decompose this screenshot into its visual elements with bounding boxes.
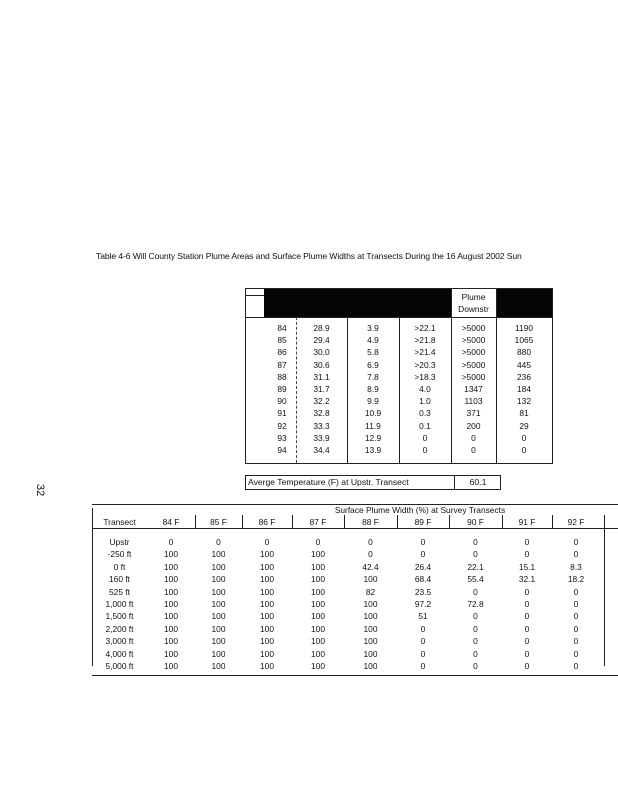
table-cell: 32.2 bbox=[313, 396, 330, 407]
table-cell: 0 bbox=[524, 623, 530, 634]
table-cell: 87 bbox=[277, 359, 287, 370]
table-bottom-rule bbox=[92, 675, 618, 676]
column-header: 90 F bbox=[467, 517, 484, 527]
page-number: 32 bbox=[34, 484, 46, 497]
table-cell: 7.8 bbox=[367, 371, 379, 382]
column-header: 84 F bbox=[162, 517, 180, 527]
column-divider bbox=[502, 515, 503, 529]
table-cell: 97.2 bbox=[414, 599, 432, 609]
table-cell: 81 bbox=[519, 408, 529, 419]
table-cell: 100 bbox=[211, 623, 226, 634]
table-row bbox=[246, 445, 552, 455]
table-cell: 100 bbox=[311, 599, 325, 609]
plume-area-table bbox=[245, 288, 553, 464]
table-cell: 0 bbox=[524, 549, 530, 560]
table-cell: 32.8 bbox=[313, 408, 330, 419]
table-cell: 525 ft bbox=[109, 586, 130, 597]
table-row bbox=[92, 573, 618, 585]
table-cell: 90 bbox=[277, 396, 287, 407]
table-cell: 0 bbox=[422, 445, 428, 455]
table-row bbox=[92, 610, 618, 622]
table-cell: 100 bbox=[260, 661, 274, 671]
plume-downstream-header bbox=[451, 289, 496, 317]
table-cell: 23.5 bbox=[414, 586, 432, 597]
table-cell: 0 bbox=[524, 648, 530, 659]
table-cell: 0 bbox=[473, 611, 478, 622]
table-row bbox=[246, 433, 552, 443]
table-cell: 94 bbox=[277, 445, 287, 455]
table-cell: 100 bbox=[363, 623, 378, 634]
table-cell: 91 bbox=[277, 408, 287, 419]
column-header: 86 F bbox=[258, 517, 276, 527]
column-divider bbox=[604, 515, 605, 666]
table-cell: 100 bbox=[164, 636, 178, 647]
table-cell: 0 bbox=[473, 537, 478, 547]
table-cell: 0 bbox=[264, 537, 270, 547]
table-cell: 31.7 bbox=[313, 384, 330, 394]
table-cell: 11.9 bbox=[365, 420, 381, 431]
table-header-rule bbox=[92, 528, 618, 529]
table-cell: 100 bbox=[164, 549, 178, 560]
table-cell: 100 bbox=[211, 599, 226, 609]
table-cell: 51 bbox=[418, 611, 428, 622]
surface-plume-width-table bbox=[92, 504, 618, 676]
table-cell: 5.8 bbox=[367, 347, 379, 358]
table-row bbox=[246, 372, 552, 382]
table-cell: 100 bbox=[211, 636, 226, 647]
table-cell: 100 bbox=[260, 611, 274, 622]
table-cell: 0 bbox=[521, 445, 527, 455]
column-header: 91 F bbox=[518, 517, 536, 527]
table-cell: 100 bbox=[363, 574, 378, 585]
table-cell: 8.9 bbox=[367, 384, 379, 394]
column-header: 87 F bbox=[309, 517, 327, 527]
table-row bbox=[246, 408, 552, 418]
column-divider bbox=[449, 515, 450, 529]
table-cell: 0 bbox=[473, 648, 478, 659]
table-cell: 8.3 bbox=[570, 561, 582, 572]
table-cell: 0 bbox=[420, 537, 426, 547]
table-cell: 0 ft bbox=[113, 561, 126, 572]
column-header: 88 F bbox=[362, 517, 379, 527]
table-title: Surface Plume Width (%) at Survey Transects bbox=[334, 505, 506, 515]
table-cell: 100 bbox=[211, 611, 226, 622]
table-cell: 1.0 bbox=[419, 396, 431, 407]
table-row bbox=[92, 548, 618, 560]
table-cell: 1347 bbox=[464, 384, 483, 394]
table-cell: 72.8 bbox=[467, 599, 484, 609]
table-cell: 1103 bbox=[464, 396, 483, 407]
table-cell: 1,500 ft bbox=[105, 611, 134, 622]
table-cell: 0 bbox=[524, 661, 530, 671]
table-cell: 86 bbox=[277, 347, 287, 358]
table-cell: >21.8 bbox=[414, 335, 436, 346]
table-cell: 26.4 bbox=[414, 561, 432, 572]
table-cell: 100 bbox=[260, 549, 274, 560]
table-cell: 28.9 bbox=[313, 323, 330, 333]
redacted-header-block bbox=[264, 289, 451, 317]
table-cell: 100 bbox=[260, 599, 274, 609]
table-cell: >20.3 bbox=[414, 359, 436, 370]
table-cell: 100 bbox=[311, 648, 325, 659]
table-cell: >5000 bbox=[461, 371, 486, 382]
table-row bbox=[246, 347, 552, 357]
column-divider bbox=[92, 508, 93, 666]
table-cell: 371 bbox=[466, 408, 481, 419]
table-cell: 33.9 bbox=[313, 432, 330, 443]
table-cell: 3,000 ft bbox=[105, 636, 134, 647]
column-header: 92 F bbox=[567, 517, 585, 527]
table-cell: 42.4 bbox=[362, 561, 379, 572]
table-cell: 100 bbox=[260, 623, 274, 634]
table-row bbox=[92, 536, 618, 548]
table-cell: 0 bbox=[573, 537, 579, 547]
column-header: 89 F bbox=[414, 517, 432, 527]
column-divider bbox=[292, 515, 293, 529]
table-cell: 100 bbox=[260, 586, 274, 597]
table-cell: 0 bbox=[473, 623, 478, 634]
table-row bbox=[92, 648, 618, 660]
table-cell: 100 bbox=[164, 661, 178, 671]
table-cell: 30.0 bbox=[313, 347, 330, 358]
table-cell: 100 bbox=[363, 648, 378, 659]
column-divider bbox=[552, 515, 553, 529]
table-row bbox=[92, 623, 618, 635]
column-header: 85 F bbox=[210, 517, 227, 527]
table-cell: 0 bbox=[422, 432, 428, 443]
table-cell: 0 bbox=[315, 537, 321, 547]
table-cell: >5000 bbox=[461, 359, 486, 370]
table-cell: 100 bbox=[311, 661, 325, 671]
table-cell: 0 bbox=[473, 549, 478, 560]
table-cell: 100 bbox=[363, 611, 378, 622]
table-cell: >22.1 bbox=[414, 323, 436, 333]
table-cell: 0.1 bbox=[419, 420, 431, 431]
table-cell: 4.0 bbox=[419, 384, 431, 394]
table-cell: 100 bbox=[260, 648, 274, 659]
table-cell: 880 bbox=[517, 347, 531, 358]
table-cell: 100 bbox=[211, 586, 226, 597]
table-cell: 100 bbox=[211, 574, 226, 585]
table-cell: 100 bbox=[260, 561, 274, 572]
table-cell: 100 bbox=[311, 611, 325, 622]
table-cell: 84 bbox=[277, 323, 287, 333]
table-row bbox=[92, 660, 618, 672]
table-cell: 0 bbox=[473, 636, 478, 647]
table-row bbox=[246, 323, 552, 333]
plume-header-line: Plume bbox=[461, 292, 486, 302]
table-cell: 0 bbox=[368, 549, 373, 560]
table-cell: 33.3 bbox=[313, 420, 330, 431]
table-cell: 22.1 bbox=[467, 561, 484, 572]
column-divider bbox=[242, 515, 243, 529]
table-cell: 4.9 bbox=[367, 335, 379, 346]
table-cell: 82 bbox=[365, 586, 376, 597]
table-cell: >5000 bbox=[461, 347, 486, 358]
table-cell: 18.2 bbox=[567, 574, 585, 585]
column-header: Transect bbox=[103, 517, 136, 527]
table-cell: 100 bbox=[164, 599, 178, 609]
plume-header-line: Downstr bbox=[458, 304, 489, 314]
table-cell: 0 bbox=[368, 537, 373, 547]
table-cell: >5000 bbox=[461, 335, 486, 346]
table-cell: >18.3 bbox=[414, 371, 436, 382]
header-rule bbox=[246, 295, 264, 296]
average-temperature-label: Averge Temperature (F) at Upstr. Transect bbox=[248, 477, 409, 487]
table-cell: 4,000 ft bbox=[105, 648, 134, 659]
table-cell: 0 bbox=[573, 636, 579, 647]
average-temperature-value: 60.1 bbox=[454, 476, 501, 489]
table-cell: 0 bbox=[573, 661, 579, 671]
table-cell: 236 bbox=[517, 371, 531, 382]
table-cell: 200 bbox=[466, 420, 481, 431]
table-cell: 92 bbox=[277, 420, 287, 431]
table-cell: 100 bbox=[211, 661, 226, 671]
table-cell: Upstr bbox=[109, 537, 130, 547]
table-cell: 100 bbox=[211, 648, 226, 659]
table-cell: 100 bbox=[260, 636, 274, 647]
table-cell: 10.9 bbox=[364, 408, 382, 419]
table-cell: 0 bbox=[216, 537, 221, 547]
table-row bbox=[246, 360, 552, 370]
table-cell: 55.4 bbox=[467, 574, 484, 585]
table-cell: 6.9 bbox=[367, 359, 379, 370]
table-cell: 100 bbox=[260, 574, 274, 585]
table-cell: 68.4 bbox=[414, 574, 432, 585]
table-cell: 100 bbox=[164, 586, 178, 597]
table-cell: 100 bbox=[164, 648, 178, 659]
table-cell: 0 bbox=[524, 599, 530, 609]
table-cell: 0 bbox=[420, 636, 426, 647]
table-cell: 88 bbox=[277, 371, 287, 382]
table-cell: 0 bbox=[573, 549, 579, 560]
table-cell: 3.9 bbox=[367, 323, 379, 333]
table-cell: 13.9 bbox=[364, 445, 382, 455]
table-cell: 0 bbox=[573, 599, 579, 609]
table-cell: 100 bbox=[311, 561, 325, 572]
table-row bbox=[92, 561, 618, 573]
table-cell: 0 bbox=[420, 623, 426, 634]
table-cell: 160 ft bbox=[109, 574, 130, 585]
table-cell: 0 bbox=[573, 611, 579, 622]
table-cell: 0 bbox=[573, 586, 579, 597]
table-cell: >5000 bbox=[461, 323, 486, 333]
table-cell: 100 bbox=[211, 561, 226, 572]
table-cell: 100 bbox=[311, 636, 325, 647]
table-cell: 100 bbox=[211, 549, 226, 560]
table-cell: 30.6 bbox=[313, 359, 330, 370]
table-cell: 445 bbox=[517, 359, 531, 370]
table-cell: 0 bbox=[420, 648, 426, 659]
table-cell: 100 bbox=[311, 586, 325, 597]
table-cell: 2,200 ft bbox=[105, 623, 134, 634]
table-cell: 0 bbox=[473, 586, 478, 597]
table-cell: 100 bbox=[164, 574, 178, 585]
table-cell: 85 bbox=[277, 335, 287, 346]
table-cell: 15.1 bbox=[518, 561, 536, 572]
column-divider bbox=[344, 515, 345, 529]
table-caption: Table 4-6 Will County Station Plume Areas and Surface Plume Widths at Transects During the 16 August 2002 Sun bbox=[96, 251, 522, 261]
table-cell: 100 bbox=[311, 574, 325, 585]
table-cell: 184 bbox=[517, 384, 531, 394]
table-cell: 1190 bbox=[514, 323, 533, 333]
table-cell: 100 bbox=[164, 623, 178, 634]
table-cell: 5,000 ft bbox=[105, 661, 134, 671]
table-row bbox=[92, 598, 618, 610]
table-cell: 0 bbox=[573, 623, 579, 634]
table-cell: 0 bbox=[473, 661, 478, 671]
table-cell: 0 bbox=[524, 537, 530, 547]
table-cell: 100 bbox=[363, 661, 378, 671]
table-row bbox=[92, 586, 618, 598]
table-cell: 100 bbox=[311, 623, 325, 634]
column-divider bbox=[397, 515, 398, 529]
table-cell: 100 bbox=[164, 611, 178, 622]
table-cell: 100 bbox=[363, 599, 378, 609]
table-row bbox=[246, 335, 552, 345]
table-cell: 0 bbox=[420, 549, 426, 560]
average-temperature-box bbox=[245, 475, 501, 490]
table-cell: 100 bbox=[363, 636, 378, 647]
table-cell: 89 bbox=[277, 384, 287, 394]
table-cell: 0.3 bbox=[419, 408, 431, 419]
table-row bbox=[246, 421, 552, 431]
table-cell: 1,000 ft bbox=[105, 599, 134, 609]
table-row bbox=[246, 396, 552, 406]
table-cell: 0 bbox=[524, 611, 530, 622]
redacted-header-block bbox=[496, 289, 552, 317]
table-cell: 0 bbox=[168, 537, 174, 547]
table-cell: 31.1 bbox=[313, 371, 330, 382]
table-cell: 0 bbox=[420, 661, 426, 671]
table-cell: 1065 bbox=[514, 335, 534, 346]
table-row bbox=[246, 384, 552, 394]
table-cell: 0 bbox=[471, 445, 476, 455]
table-cell: 0 bbox=[524, 586, 530, 597]
table-cell: 29.4 bbox=[313, 335, 330, 346]
table-cell: >21.4 bbox=[414, 347, 436, 358]
table-cell: 93 bbox=[277, 432, 287, 443]
table-cell: 34.4 bbox=[313, 445, 330, 455]
table-row bbox=[92, 635, 618, 647]
table-cell: 100 bbox=[164, 561, 178, 572]
table-cell: 9.9 bbox=[367, 396, 379, 407]
table-cell: 0 bbox=[573, 648, 579, 659]
table-cell: -250 ft bbox=[107, 549, 132, 560]
column-divider bbox=[195, 515, 196, 529]
table-cell: 12.9 bbox=[364, 432, 382, 443]
table-cell: 0 bbox=[524, 636, 530, 647]
table-cell: 100 bbox=[311, 549, 325, 560]
table-cell: 132 bbox=[517, 396, 531, 407]
table-cell: 29 bbox=[519, 420, 529, 431]
table-cell: 0 bbox=[471, 432, 476, 443]
table-cell: 32.1 bbox=[518, 574, 536, 585]
table-cell: 0 bbox=[521, 432, 527, 443]
